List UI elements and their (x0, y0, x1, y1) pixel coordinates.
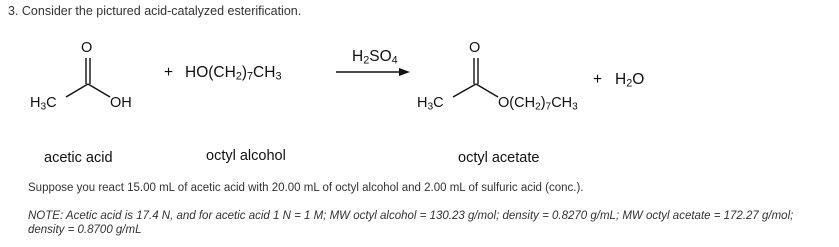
reaction-arrow (336, 68, 410, 76)
acetic-acid-hydroxyl: OH (110, 95, 132, 111)
plus-sign: + (164, 64, 174, 81)
note-line-1: NOTE: Acetic acid is 17.4 N, and for acetic acid 1 N = 1 M; MW octyl alcohol = 130.23 g/mol; density = 0.8270 g/mL; MW octyl acetate = 172.27 g/mol; (28, 210, 794, 222)
octyl-acetate-carbonyl-o: O (469, 40, 481, 56)
acetic-acid-carbonyl-o: O (81, 40, 93, 56)
catalyst-formula: $H_2SO_4$ (352, 48, 398, 67)
label-octyl-acetate: octyl acetate (458, 150, 540, 166)
note-line-2: density = 0.8700 g/mL (28, 224, 142, 236)
label-acetic-acid: acetic acid (44, 150, 113, 166)
plus-sign-2: + (593, 71, 603, 88)
question-title: 3. Consider the pictured acid-catalyzed esterification. (8, 4, 302, 18)
water-formula: $H_2O$ (615, 71, 645, 90)
octyl-acetate-methyl: $H_3C$ (417, 95, 444, 113)
octyl-alcohol-formula: $HO(CH_2)_7CH_3$ (185, 64, 282, 83)
suppose-paragraph: Suppose you react 15.00 mL of acetic acid with 20.00 mL of octyl alcohol and 2.00 mL of sulfuric acid (conc.). (28, 182, 584, 194)
acetic-acid-skeleton (66, 58, 110, 97)
acetic-acid-methyl: $H_3C$ (30, 95, 57, 113)
octyl-acetate-ester-group: $O(CH_2)_7CH_3$ (498, 95, 578, 113)
octyl-acetate-skeleton (453, 58, 498, 97)
label-octyl-alcohol: octyl alcohol (206, 148, 286, 164)
